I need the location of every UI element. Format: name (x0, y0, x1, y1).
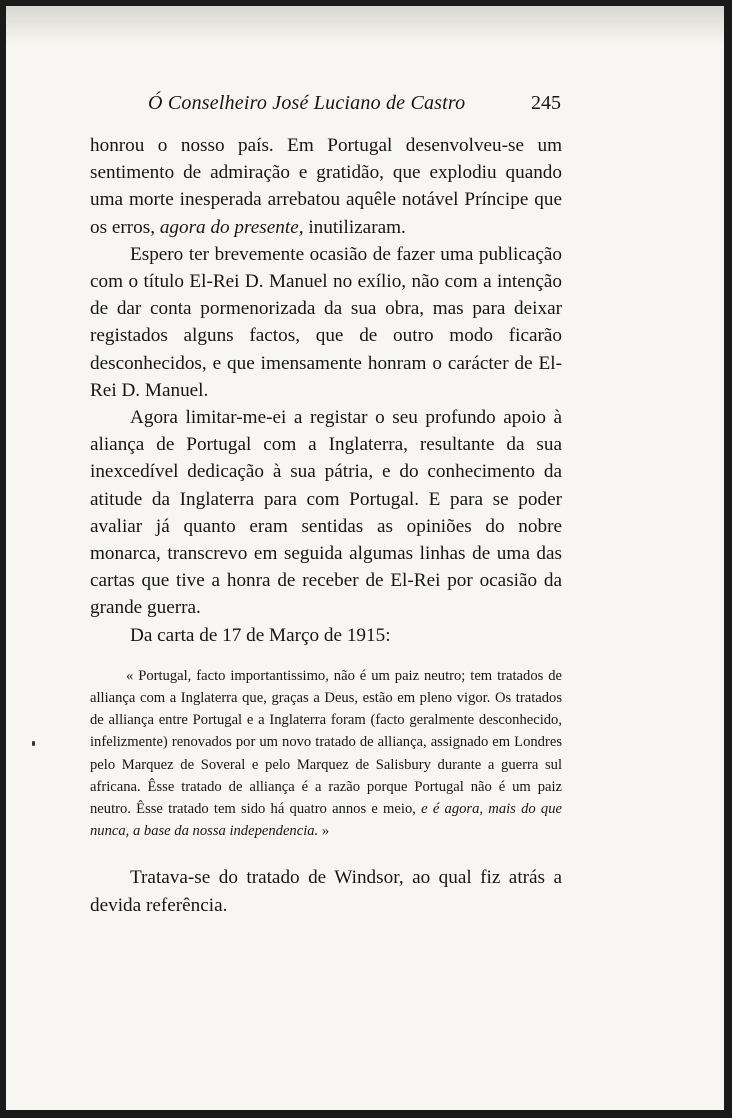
paragraph-3: Agora limitar-me-ei a registar o seu profundo apoio à aliança de Portugal com a Inglaterra, resultante da sua inexcedível dedicação à sua pátria, e do conhecimento da atitude da Inglaterra para com Portugal. E para se poder avaliar já quanto eram sentidas as opiniões do nobre monarca, transcrevo em seguida algumas linhas de uma das cartas que tive a honra de receber de El-Rei por ocasião da grande guerra. (90, 407, 562, 619)
paragraph-4: Da carta de 17 de Março de 1915: (130, 624, 391, 646)
book-page (6, 6, 724, 1110)
closing-paragraph: Tratava-se do tratado de Windsor, ao qual fiz atrás a devida referência. (90, 867, 562, 916)
paragraph-1-text: honrou o nosso país. Em Portugal desenvolveu-se um sentimento de admiração e gratidão, que explodiu quando uma morte inesperada arrebatou aquêle notável Príncipe que os erros, (90, 135, 562, 238)
quote-close: » (321, 823, 330, 840)
paragraph-2: Espero ter brevemente ocasião de fazer uma publicação com o título El-Rei D. Manuel no exílio, não com a intenção de dar conta pormenorizada da sua obra, mas para deixar registados alguns factos, que de outro modo ficarão desconhecidos, e que imensamente honram o carácter de El-Rei D. Manuel. (90, 243, 562, 401)
quote-text: « Portugal, facto importantissimo, não é um paiz neutro; tem tratados de alliança com a Inglaterra que, graças a Deus, estão em pleno vigor. Os tratados de alliança entre Portugal e a Inglaterra foram (facto geralmente desconhecido, infelizmente) renovados por um novo tratado de alliança, assignado em Londres pelo Marquez de Soveral e pelo Marquez de Salisbury durante a guerra sul africana. Êsse tratado de alliança é a razão porque Portugal não é um paiz neutro. Êsse tratado tem sido há quatro annos e meio, (90, 667, 562, 818)
page-edge-shadow (6, 6, 724, 46)
running-head (6, 92, 724, 122)
paragraph-1-end: inutilizaram. (308, 216, 406, 238)
italic-phrase: agora do presente, (159, 216, 304, 238)
quote-italic: e é agora, mais do que nunca, a base da nossa independencia. (90, 801, 562, 840)
margin-mark (32, 741, 35, 746)
paragraph-1 (90, 132, 562, 241)
running-title: Ó Conselheiro José Luciano de Castro (148, 92, 466, 114)
page-number: 245 (531, 92, 561, 114)
letter-quote (90, 665, 562, 843)
body-text (90, 132, 562, 919)
